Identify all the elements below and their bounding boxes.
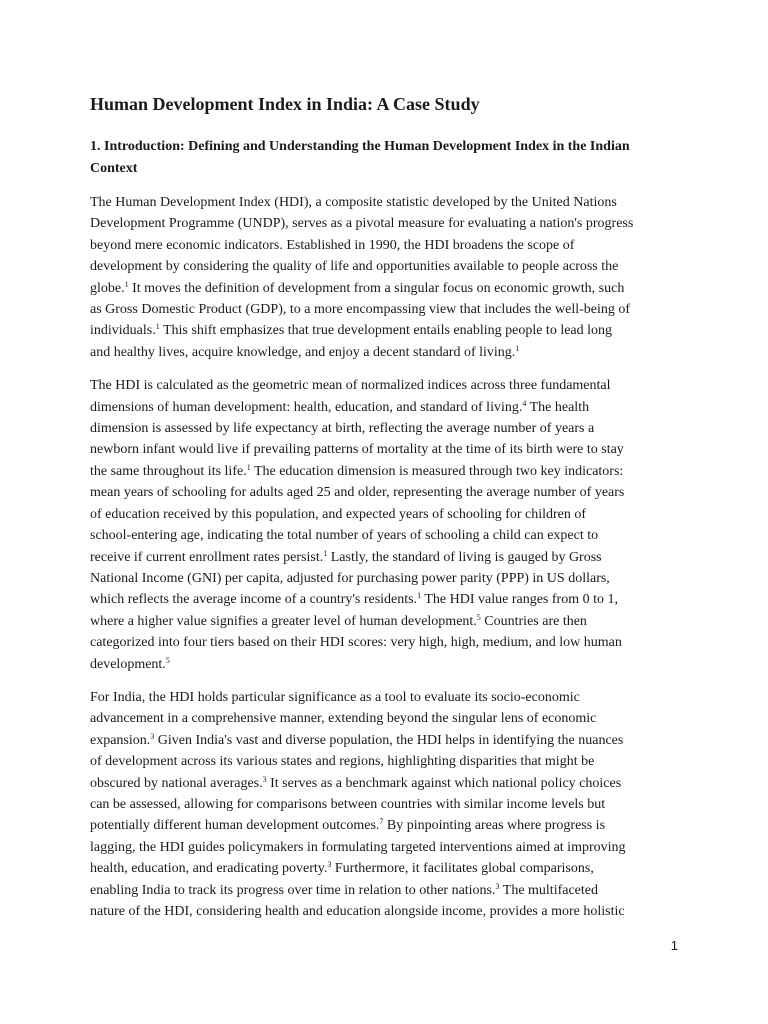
- text-line: [90, 568, 680, 589]
- footnote-reference: 3: [327, 860, 332, 870]
- text-line: [90, 794, 680, 815]
- footnote-reference: 3: [262, 774, 267, 784]
- text-line: [90, 192, 680, 213]
- text-segment: development.: [90, 656, 166, 672]
- text-segment: It serves as a benchmark against which national policy choices: [266, 775, 622, 791]
- text-segment: Countries are then: [480, 613, 587, 629]
- text-line: [90, 525, 680, 546]
- body-paragraph: [90, 687, 680, 922]
- document-page: [90, 92, 680, 934]
- text-line: [90, 589, 680, 610]
- section-heading-line: 1. Introduction: Defining and Understanding the Human Development Index in the Indian: [90, 139, 630, 154]
- text-line: [90, 504, 680, 525]
- text-segment: individuals.: [90, 323, 156, 339]
- footnote-reference: 1: [124, 279, 129, 289]
- text-line: [90, 751, 680, 772]
- text-segment: This shift emphasizes that true development entails enabling people to lead long: [159, 323, 613, 339]
- text-segment: development by considering the quality of life and opportunities available to people across the: [90, 259, 619, 275]
- text-segment: Given India's vast and diverse population, the HDI helps in identifying the nuances: [154, 732, 624, 748]
- text-segment: and healthy lives, acquire knowledge, and enjoy a decent standard of living.: [90, 344, 516, 360]
- text-segment: It moves the definition of development from a singular focus on economic growth, such: [128, 280, 625, 296]
- text-segment: the same throughout its life.: [90, 463, 247, 479]
- text-line: [90, 320, 680, 341]
- text-line: [90, 342, 680, 363]
- text-segment: receive if current enrollment rates persist.: [90, 549, 324, 565]
- text-line: [90, 901, 680, 922]
- text-line: [90, 213, 680, 234]
- section-heading: [90, 136, 680, 180]
- text-segment: can be assessed, allowing for comparisons between countries with similar income levels but: [90, 796, 606, 812]
- section-heading-line: Context: [90, 161, 138, 176]
- text-segment: of education received by this population, and expected years of schooling for children of: [90, 506, 587, 522]
- text-line: [90, 482, 680, 503]
- text-segment: The education dimension is measured through two key indicators:: [250, 463, 624, 479]
- text-segment: National Income (GNI) per capita, adjusted for purchasing power parity (PPP) in US dollars,: [90, 570, 610, 586]
- text-line: [90, 256, 680, 277]
- body-paragraph: [90, 192, 680, 363]
- text-segment: obscured by national averages.: [90, 775, 263, 791]
- text-line: [90, 439, 680, 460]
- text-line: [90, 687, 680, 708]
- text-segment: Lastly, the standard of living is gauged by Gross: [327, 549, 602, 565]
- footnote-reference: 1: [246, 462, 251, 472]
- footnote-reference: 3: [495, 881, 500, 891]
- text-line: [90, 815, 680, 836]
- text-line: [90, 547, 680, 568]
- text-segment: categorized into four tiers based on their HDI scores: very high, high, medium, and low human: [90, 635, 622, 651]
- text-segment: globe.: [90, 280, 125, 296]
- text-segment: where a higher value signifies a greater level of human development.: [90, 613, 477, 629]
- text-segment: The HDI is calculated as the geometric mean of normalized indices across three fundamental: [90, 378, 611, 394]
- text-segment: The multifaceted: [499, 882, 598, 898]
- text-line: [90, 858, 680, 879]
- text-segment: newborn infant would live if prevailing patterns of mortality at the time of its birth were to stay: [90, 442, 624, 458]
- footnote-reference: 3: [150, 731, 155, 741]
- text-line: [90, 375, 680, 396]
- text-line: [90, 397, 680, 418]
- text-segment: advancement in a comprehensive manner, extending beyond the singular lens of economic: [90, 711, 597, 727]
- text-segment: nature of the HDI, considering health and education alongside income, provides a more holistic: [90, 904, 625, 919]
- text-segment: By pinpointing areas where progress is: [383, 818, 606, 834]
- text-segment: enabling India to track its progress over time in relation to other nations.: [90, 882, 496, 898]
- text-line: [90, 708, 680, 729]
- footnote-reference: 1: [155, 322, 160, 332]
- text-line: [90, 654, 680, 675]
- footnote-reference: 7: [379, 817, 384, 827]
- body-text: [90, 192, 680, 922]
- text-segment: For India, the HDI holds particular significance as a tool to evaluate its socio-economic: [90, 689, 580, 705]
- text-line: [90, 837, 680, 858]
- text-segment: The HDI value ranges from 0 to 1,: [421, 592, 618, 608]
- text-line: [90, 730, 680, 751]
- text-segment: mean years of schooling for adults aged 25 and older, representing the average number of years: [90, 485, 625, 501]
- text-segment: Furthermore, it facilitates global comparisons,: [331, 861, 594, 877]
- body-paragraph: [90, 375, 680, 675]
- text-segment: health, education, and eradicating poverty.: [90, 861, 328, 877]
- text-segment: dimension is assessed by life expectancy at birth, reflecting the average number of years a: [90, 421, 595, 437]
- text-segment: beyond mere economic indicators. Established in 1990, the HDI broadens the scope of: [90, 237, 575, 253]
- text-segment: The Human Development Index (HDI), a composite statistic developed by the United Nations: [90, 195, 617, 210]
- text-segment: of development across its various states and regions, highlighting disparities that might be: [90, 754, 595, 770]
- text-line: [90, 632, 680, 653]
- text-line: [90, 278, 680, 299]
- text-segment: expansion.: [90, 732, 151, 748]
- document-title: Human Development Index in India: A Case Study: [90, 94, 480, 114]
- footnote-reference: 1: [323, 548, 328, 558]
- text-segment: dimensions of human development: health, education, and standard of living.: [90, 399, 523, 415]
- text-segment: which reflects the average income of a country's residents.: [90, 592, 418, 608]
- text-line: [90, 235, 680, 256]
- footnote-reference: 1: [417, 591, 422, 601]
- text-line: [90, 299, 680, 320]
- footnote-reference: 1: [515, 343, 520, 353]
- text-line: [90, 611, 680, 632]
- text-line: [90, 880, 680, 901]
- footnote-reference: 4: [522, 398, 527, 408]
- text-segment: lagging, the HDI guides policymakers in formulating targeted interventions aimed at improving: [90, 839, 626, 855]
- footnote-reference: 5: [165, 655, 170, 665]
- text-line: [90, 773, 680, 794]
- footnote-reference: 5: [476, 612, 481, 622]
- text-segment: as Gross Domestic Product (GDP), to a more encompassing view that includes the well-being of: [90, 302, 631, 318]
- text-segment: The health: [526, 399, 590, 415]
- text-segment: school-entering age, indicating the total number of years of schooling a child can expect to: [90, 528, 599, 544]
- text-segment: potentially different human development outcomes.: [90, 818, 380, 834]
- text-line: [90, 418, 680, 439]
- text-segment: Development Programme (UNDP), serves as a pivotal measure for evaluating a nation's progress: [90, 216, 634, 232]
- page-number: 1: [670, 938, 678, 953]
- text-line: [90, 461, 680, 482]
